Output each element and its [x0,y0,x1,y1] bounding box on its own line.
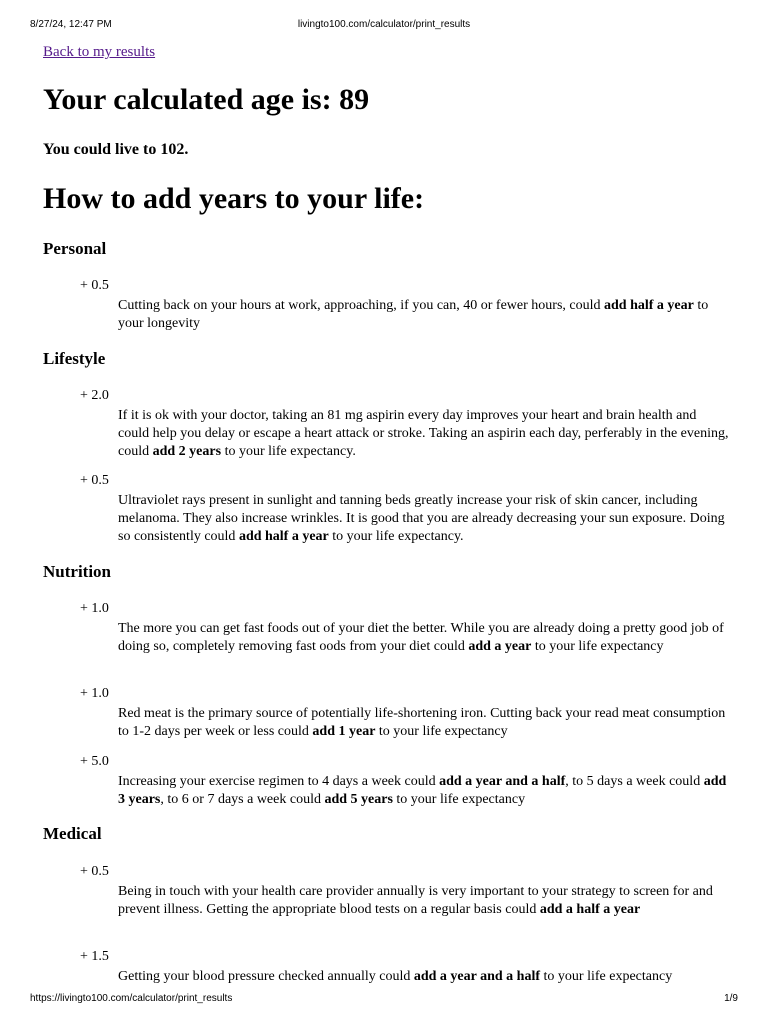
page-number: 1/9 [724,993,738,1004]
emphasis-text: add a year and a half [439,774,566,789]
text-run: to your life expectancy [375,724,508,739]
text-run: to your life expectancy [540,969,673,984]
live-to-text: You could live to 102. [43,141,189,158]
text-run: to your longevity [118,298,709,331]
recommendation-text [118,968,730,986]
years-added-value: + 2.0 [80,388,109,403]
text-run: to your life expectancy. [328,529,464,544]
recommendation-text [118,297,730,333]
recommendation-item [80,754,730,809]
emphasis-text: add 1 year [312,724,376,739]
calculated-age-heading: Your calculated age is: 89 [43,83,370,116]
recommendation-text [118,773,730,809]
recommendation-item [80,601,730,656]
years-added-value: + 5.0 [80,754,109,769]
recommendation-text [118,705,730,741]
back-to-results-link[interactable]: Back to my results [43,44,156,60]
text-run: to your life expectancy [392,792,526,807]
emphasis-text: add 2 years [152,444,222,459]
recommendation-item [80,864,730,919]
years-added-value: + 0.5 [80,473,109,488]
print-datetime: 8/27/24, 12:47 PM [30,19,112,30]
text-run: to your life expectancy. [221,444,356,459]
section-title-medical: Medical [43,824,102,843]
section-title-nutrition: Nutrition [43,562,111,581]
text-run: The more you can get fast foods out of your diet the better. While you are already doing a pretty good job of doing so, completely removing fast oods from your diet could [118,621,724,654]
text-run: , to 6 or 7 days a week could [160,792,325,807]
text-run: to your life expectancy [531,639,664,654]
how-to-add-years-heading: How to add years to your life: [43,182,425,215]
years-added-value: + 1.0 [80,686,109,701]
recommendation-text [118,492,730,546]
text-run: Cutting back on your hours at work, approaching, if you can, 40 or fewer hours, could [118,298,604,313]
text-run: Getting your blood pressure checked annually could [118,969,414,984]
years-added-value: + 0.5 [80,278,109,293]
text-run: Red meat is the primary source of potentially life-shortening iron. Cutting back your read meat consumption to 1-2 days per week or less could [118,706,726,739]
years-added-value: + 0.5 [80,864,109,879]
print-url: livingto100.com/calculator/print_results [297,19,471,30]
text-run: If it is ok with your doctor, taking an 81 mg aspirin every day improves your heart and brain health and could help you delay or escape a heart attack or stroke. Taking an aspirin each day, perferably in the evening, could [118,408,729,459]
recommendation-item [80,388,730,461]
text-run: Being in touch with your health care provider annually is very important to your strategy to screen for and prevent illness. Getting the appropriate blood tests on a regular basis could [118,884,713,917]
emphasis-text: add 5 years [324,792,393,807]
recommendation-text [118,407,730,461]
print-footer [0,993,768,1007]
text-run: Ultraviolet rays present in sunlight and tanning beds greatly increase your risk of skin cancer, including melanoma. They also increase wrinkles. It is good that you are already decreasing your sun exposure. Doing so consistently could [118,493,725,544]
results-content [43,43,733,984]
section-title-personal: Personal [43,239,107,258]
emphasis-text: add a year and a half [413,969,541,984]
recommendation-text [118,883,730,919]
recommendation-text [118,620,730,656]
emphasis-text: add a half a year [539,902,641,917]
recommendation-item [80,686,730,741]
years-added-value: + 1.5 [80,949,109,964]
section-title-lifestyle: Lifestyle [43,349,106,368]
recommendation-item [80,949,730,986]
emphasis-text: add a year [468,639,532,654]
recommendation-item [80,473,730,546]
footer-url: https://livingto100.com/calculator/print_results [30,993,233,1004]
years-added-value: + 1.0 [80,601,109,616]
emphasis-text: add half a year [238,529,329,544]
text-run: Increasing your exercise regimen to 4 days a week could [118,774,440,789]
emphasis-text: add 3 years [118,774,727,807]
emphasis-text: add half a year [604,298,694,313]
print-header [0,19,768,33]
text-run: , to 5 days a week could [565,774,704,789]
recommendation-item [80,278,730,333]
